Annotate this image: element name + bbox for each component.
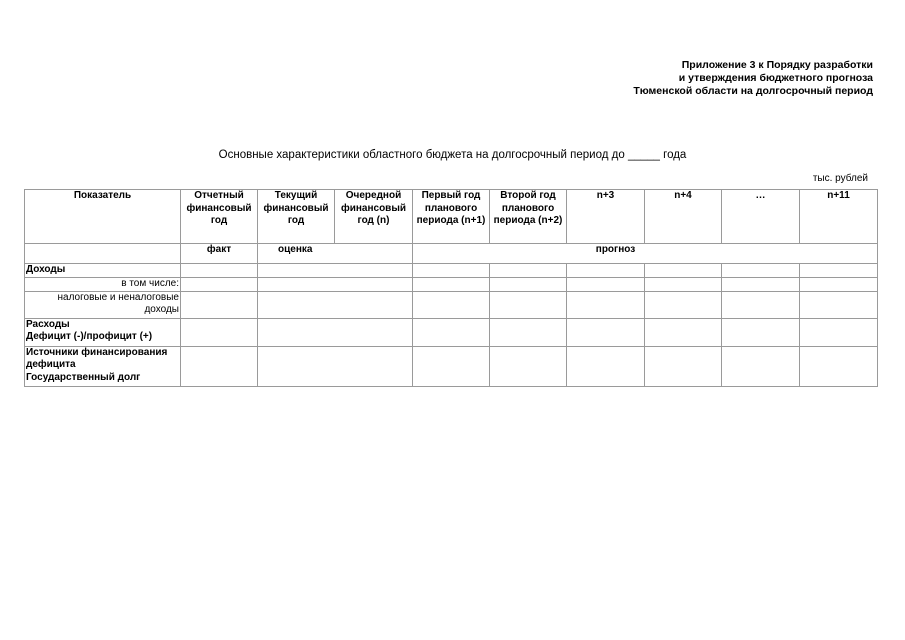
table-cell	[567, 291, 645, 318]
header-next-year: Очередной финансовый год (n)	[335, 190, 413, 244]
table-cell	[181, 264, 258, 278]
table-cell	[800, 278, 878, 292]
header-n4: n+4	[645, 190, 722, 244]
table-cell	[722, 346, 800, 386]
header-ellipsis: …	[722, 190, 800, 244]
table-cell	[258, 278, 413, 292]
table-cell	[722, 291, 800, 318]
row-label-sources-debt	[25, 346, 181, 386]
table-cell	[645, 318, 722, 346]
row-label-expenses: Расходы	[26, 318, 70, 330]
table-header-row	[25, 190, 878, 244]
table-cell	[722, 318, 800, 346]
appendix-note	[633, 59, 873, 98]
table-cell	[800, 264, 878, 278]
table-cell	[181, 318, 258, 346]
subheader-fact: факт	[181, 244, 258, 264]
appendix-line-1: Приложение 3 к Порядку разработки	[681, 59, 873, 71]
table-cell	[645, 346, 722, 386]
header-first-plan-year: Первый год планового периода (n+1)	[413, 190, 490, 244]
header-n3: n+3	[567, 190, 645, 244]
table-row	[25, 264, 878, 278]
table-cell	[413, 264, 490, 278]
table-cell	[645, 278, 722, 292]
table-cell	[490, 264, 567, 278]
row-label-debt: Государственный долг	[26, 371, 141, 383]
table-cell	[490, 278, 567, 292]
table-cell	[490, 318, 567, 346]
header-indicator: Показатель	[25, 190, 181, 244]
table-cell	[258, 264, 413, 278]
table-cell	[258, 346, 413, 386]
table-cell	[567, 318, 645, 346]
table-cell	[181, 346, 258, 386]
table-cell	[645, 291, 722, 318]
table-cell	[722, 278, 800, 292]
row-label-sources: Источники финансирования дефицита	[26, 346, 168, 370]
table-cell	[413, 346, 490, 386]
appendix-line-2: и утверждения бюджетного прогноза	[678, 72, 873, 84]
header-n11: n+11	[800, 190, 878, 244]
table-cell	[800, 291, 878, 318]
table-cell	[567, 346, 645, 386]
table-cell	[258, 318, 413, 346]
table-cell	[181, 291, 258, 318]
budget-table	[24, 189, 878, 387]
table-row	[25, 291, 878, 318]
row-label-expenses-deficit	[25, 318, 181, 346]
row-label-including: в том числе:	[25, 278, 181, 292]
units-label: тыс. рублей	[812, 173, 868, 184]
table-cell	[567, 278, 645, 292]
table-cell	[181, 278, 258, 292]
table-cell	[413, 318, 490, 346]
table-subheader-row	[25, 244, 878, 264]
table-cell	[490, 291, 567, 318]
subheader-empty	[25, 244, 181, 264]
table-cell	[645, 264, 722, 278]
row-label-income: Доходы	[25, 264, 181, 278]
header-current-year: Текущий финансовый год	[258, 190, 335, 244]
table-cell	[413, 291, 490, 318]
appendix-line-3: Тюменской области на долгосрочный период	[633, 85, 873, 97]
table-row	[25, 346, 878, 386]
table-cell	[567, 264, 645, 278]
subheader-estimate: оценка	[258, 244, 413, 264]
table-cell	[800, 318, 878, 346]
table-cell	[800, 346, 878, 386]
table-row	[25, 278, 878, 292]
table-cell	[722, 264, 800, 278]
row-label-tax-income: налоговые и неналоговые доходы	[25, 291, 181, 318]
table-cell	[490, 346, 567, 386]
table-cell	[258, 291, 413, 318]
table-row	[25, 318, 878, 346]
header-second-plan-year: Второй год планового периода (n+2)	[490, 190, 567, 244]
table-cell	[413, 278, 490, 292]
subheader-forecast: прогноз	[413, 244, 878, 264]
header-reporting-year: Отчетный финансовый год	[181, 190, 258, 244]
row-label-deficit: Дефицит (-)/профицит (+)	[26, 331, 153, 342]
document-title: Основные характеристики областного бюджета на долгосрочный период до _____ года	[218, 149, 687, 161]
